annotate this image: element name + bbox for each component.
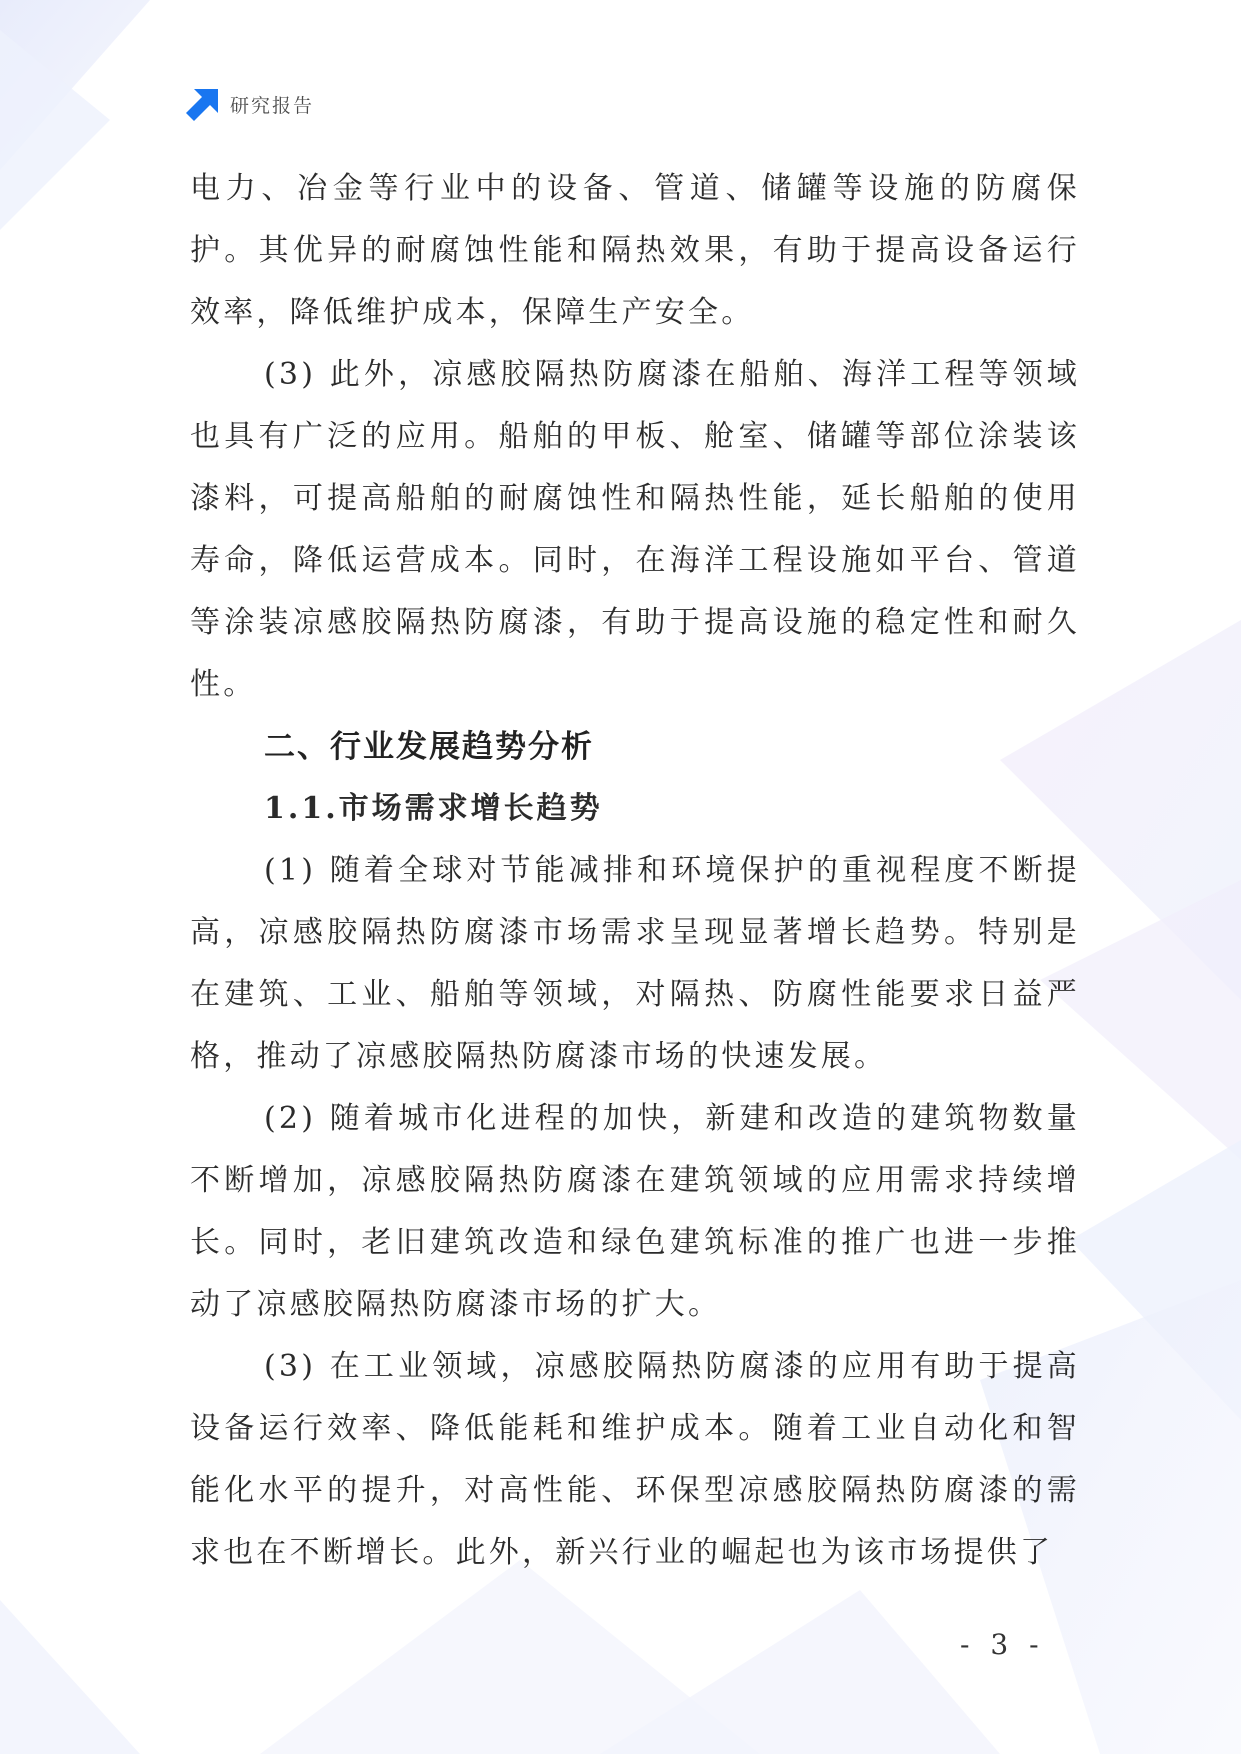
arrow-up-right-icon [186, 87, 220, 121]
paragraph-demand-3: (3) 在工业领域，凉感胶隔热防腐漆的应用有助于提高设备运行效率、降低能耗和维护成本。随着工业自动化和智能化水平的提升，对高性能、环保型凉感胶隔热防腐漆的需求也在不断增长。此外，新兴行业的崛起也为该市场提供了 [190, 1349, 1080, 1570]
page-number: - 3 - [960, 1628, 1045, 1661]
header-label: 研究报告 [230, 94, 315, 117]
report-header [186, 88, 314, 120]
paragraph-marine-applications: (3) 此外，凉感胶隔热防腐漆在船舶、海洋工程等领域也具有广泛的应用。船舶的甲板、舱室、储罐等部位涂装该漆料，可提高船舶的耐腐蚀性和隔热性能，延长船舶的使用寿命，降低运营成本。同时，在海洋工程设施如平台、管道等涂装凉感胶隔热防腐漆，有助于提高设施的稳定性和耐久性。 [190, 357, 1080, 702]
paragraph-demand-2: (2) 随着城市化进程的加快，新建和改造的建筑物数量不断增加，凉感胶隔热防腐漆在建筑领域的应用需求持续增长。同时，老旧建筑改造和绿色建筑标准的推广也进一步推动了凉感胶隔热防腐漆市场的扩大。 [190, 1101, 1080, 1322]
subsection-heading: 1.1.市场需求增长趋势 [264, 791, 603, 826]
paragraph-demand-1: (1) 随着全球对节能减排和环境保护的重视程度不断提高，凉感胶隔热防腐漆市场需求呈现显著增长趋势。特别是在建筑、工业、船舶等领域，对隔热、防腐性能要求日益严格，推动了凉感胶隔热防腐漆市场的快速发展。 [190, 853, 1080, 1074]
section-heading: 二、行业发展趋势分析 [264, 729, 594, 765]
paragraph-continuation: 电力、冶金等行业中的设备、管道、储罐等设施的防腐保护。其优异的耐腐蚀性能和隔热效果，有助于提高设备运行效率，降低维护成本，保障生产安全。 [190, 171, 1080, 330]
document-body [190, 158, 1080, 1584]
